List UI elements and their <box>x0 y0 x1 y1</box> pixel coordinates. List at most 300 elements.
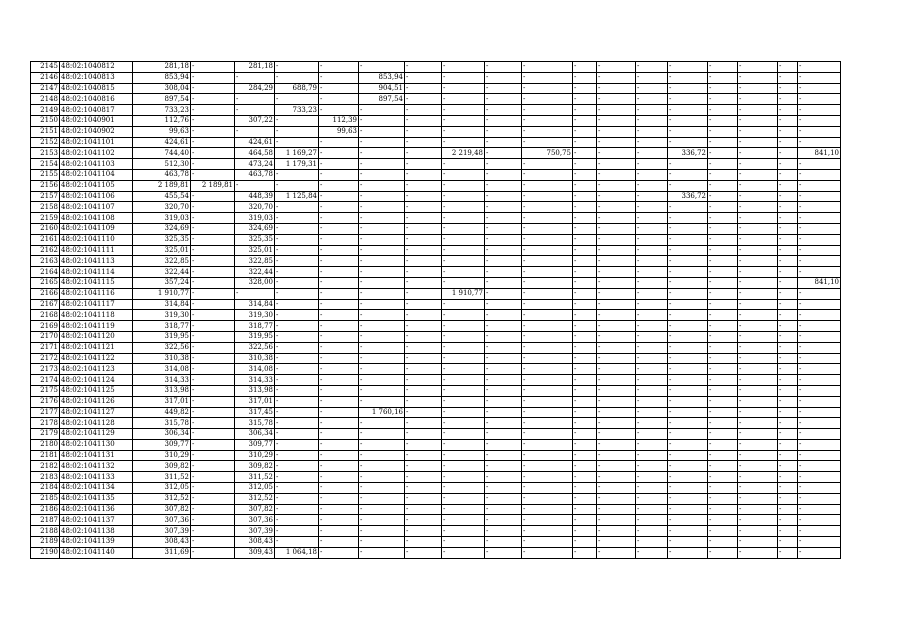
cadastral-number-cell: 48:02:1041114 <box>60 267 133 278</box>
value-cell: 309,77 <box>235 439 275 450</box>
row-number-cell: 2147 <box>31 83 60 94</box>
table-row <box>31 202 841 213</box>
value-cell: - <box>778 83 798 94</box>
value-cell: - <box>442 299 485 310</box>
value-cell: - <box>275 245 319 256</box>
value-cell: - <box>778 115 798 126</box>
value-cell: - <box>275 299 319 310</box>
value-cell: - <box>798 180 841 191</box>
value-cell: - <box>708 321 738 332</box>
value-cell: - <box>573 213 597 224</box>
value-cell: - <box>738 493 778 504</box>
value-cell: - <box>798 353 841 364</box>
value-cell: - <box>573 331 597 342</box>
value-cell: - <box>485 148 522 159</box>
value-cell: - <box>636 375 668 386</box>
cadastral-number-cell: 48:02:1041109 <box>60 223 133 234</box>
value-cell: - <box>485 105 522 116</box>
value-cell: - <box>191 375 235 386</box>
value-cell: 325,01 <box>235 245 275 256</box>
value-cell: - <box>668 450 708 461</box>
value-cell: - <box>319 364 359 375</box>
value-cell: - <box>597 321 636 332</box>
value-cell: 463,78 <box>235 169 275 180</box>
value-cell: - <box>597 353 636 364</box>
value-cell: - <box>191 547 235 558</box>
value-cell: 424,61 <box>133 137 191 148</box>
value-cell: 308,04 <box>133 83 191 94</box>
value-cell: - <box>359 331 405 342</box>
value-cell: - <box>708 483 738 494</box>
value-cell: 904,51 <box>359 83 405 94</box>
value-cell: - <box>442 407 485 418</box>
cadastral-number-cell: 48:02:1041133 <box>60 472 133 483</box>
table-row <box>31 321 841 332</box>
value-cell: 322,85 <box>235 256 275 267</box>
value-cell: - <box>636 72 668 83</box>
table-row <box>31 515 841 526</box>
value-cell: - <box>405 137 442 148</box>
value-cell: - <box>485 62 522 73</box>
row-number-cell: 2181 <box>31 450 60 461</box>
value-cell: - <box>708 213 738 224</box>
value-cell: - <box>778 461 798 472</box>
value-cell: - <box>708 72 738 83</box>
table-row <box>31 234 841 245</box>
value-cell: 308,43 <box>235 537 275 548</box>
value-cell: - <box>636 364 668 375</box>
value-cell: - <box>573 191 597 202</box>
value-cell: - <box>778 277 798 288</box>
value-cell: - <box>359 288 405 299</box>
row-number-cell: 2182 <box>31 461 60 472</box>
value-cell: - <box>522 245 573 256</box>
value-cell: - <box>668 72 708 83</box>
value-cell: - <box>708 526 738 537</box>
value-cell: - <box>405 493 442 504</box>
value-cell: 314,84 <box>133 299 191 310</box>
value-cell: - <box>319 396 359 407</box>
value-cell: - <box>738 169 778 180</box>
value-cell: - <box>798 256 841 267</box>
value-cell: 317,01 <box>133 396 191 407</box>
value-cell: - <box>597 288 636 299</box>
value-cell: - <box>668 364 708 375</box>
value-cell: - <box>798 396 841 407</box>
value-cell: - <box>708 418 738 429</box>
value-cell: - <box>597 245 636 256</box>
cadastral-number-cell: 48:02:1041139 <box>60 537 133 548</box>
value-cell: - <box>191 148 235 159</box>
value-cell: - <box>319 169 359 180</box>
row-number-cell: 2155 <box>31 169 60 180</box>
value-cell: - <box>798 450 841 461</box>
value-cell: - <box>485 299 522 310</box>
table-row <box>31 288 841 299</box>
value-cell: - <box>522 375 573 386</box>
value-cell: - <box>668 180 708 191</box>
row-number-cell: 2178 <box>31 418 60 429</box>
cadastral-number-cell: 48:02:1041119 <box>60 321 133 332</box>
value-cell: 319,95 <box>133 331 191 342</box>
value-cell: 1 910,77 <box>133 288 191 299</box>
value-cell: - <box>798 547 841 558</box>
value-cell: - <box>522 547 573 558</box>
value-cell: - <box>738 115 778 126</box>
value-cell: - <box>778 396 798 407</box>
value-cell: - <box>573 72 597 83</box>
value-cell: - <box>708 353 738 364</box>
value-cell: - <box>319 321 359 332</box>
value-cell: - <box>778 537 798 548</box>
table-row <box>31 137 841 148</box>
value-cell: - <box>798 331 841 342</box>
table-row <box>31 407 841 418</box>
value-cell: 841,10 <box>798 277 841 288</box>
value-cell: - <box>573 245 597 256</box>
value-cell: - <box>636 191 668 202</box>
cadastral-number-cell: 48:02:1041137 <box>60 515 133 526</box>
value-cell: 314,84 <box>235 299 275 310</box>
cadastral-number-cell: 48:02:1041122 <box>60 353 133 364</box>
value-cell: 309,77 <box>133 439 191 450</box>
value-cell: - <box>573 407 597 418</box>
value-cell: - <box>738 396 778 407</box>
value-cell: - <box>191 62 235 73</box>
value-cell: - <box>573 364 597 375</box>
value-cell: - <box>442 169 485 180</box>
value-cell: - <box>319 407 359 418</box>
value-cell: - <box>573 288 597 299</box>
value-cell: - <box>522 256 573 267</box>
value-cell: - <box>319 191 359 202</box>
value-cell: - <box>522 126 573 137</box>
value-cell: - <box>738 483 778 494</box>
value-cell: - <box>522 493 573 504</box>
cadastral-number-cell: 48:02:1041102 <box>60 148 133 159</box>
value-cell: - <box>522 321 573 332</box>
value-cell: - <box>442 547 485 558</box>
value-cell: - <box>738 385 778 396</box>
value-cell: - <box>442 191 485 202</box>
value-cell: - <box>359 483 405 494</box>
value-cell: 315,78 <box>133 418 191 429</box>
value-cell: - <box>485 429 522 440</box>
table-row <box>31 148 841 159</box>
value-cell: - <box>778 299 798 310</box>
value-cell: - <box>708 407 738 418</box>
value-cell: - <box>275 321 319 332</box>
value-cell: - <box>778 148 798 159</box>
value-cell: - <box>522 223 573 234</box>
value-cell: - <box>522 169 573 180</box>
value-cell: - <box>442 277 485 288</box>
row-number-cell: 2189 <box>31 537 60 548</box>
value-cell: 314,33 <box>133 375 191 386</box>
value-cell: - <box>485 94 522 105</box>
row-number-cell: 2171 <box>31 342 60 353</box>
value-cell: - <box>573 310 597 321</box>
value-cell: - <box>668 526 708 537</box>
value-cell: - <box>442 180 485 191</box>
value-cell: - <box>359 504 405 515</box>
value-cell: - <box>597 105 636 116</box>
value-cell: - <box>738 342 778 353</box>
value-cell: - <box>636 62 668 73</box>
value-cell: - <box>597 62 636 73</box>
table-row <box>31 429 841 440</box>
value-cell: - <box>191 504 235 515</box>
table-row <box>31 439 841 450</box>
row-number-cell: 2154 <box>31 159 60 170</box>
value-cell: - <box>778 439 798 450</box>
value-cell: - <box>359 256 405 267</box>
value-cell: - <box>573 493 597 504</box>
cadastral-number-cell: 48:02:1041107 <box>60 202 133 213</box>
value-cell: - <box>738 439 778 450</box>
value-cell: - <box>708 267 738 278</box>
value-cell: - <box>359 126 405 137</box>
value-cell: - <box>597 310 636 321</box>
value-cell: - <box>668 342 708 353</box>
value-cell: - <box>668 256 708 267</box>
value-cell: - <box>708 450 738 461</box>
row-number-cell: 2174 <box>31 375 60 386</box>
value-cell: - <box>275 461 319 472</box>
value-cell: - <box>636 504 668 515</box>
value-cell: - <box>191 472 235 483</box>
value-cell: - <box>191 396 235 407</box>
value-cell: - <box>275 483 319 494</box>
value-cell: - <box>442 418 485 429</box>
table-row <box>31 461 841 472</box>
value-cell: - <box>778 191 798 202</box>
value-cell: - <box>668 375 708 386</box>
value-cell: - <box>319 94 359 105</box>
value-cell: - <box>636 342 668 353</box>
value-cell: - <box>668 299 708 310</box>
value-cell: - <box>738 299 778 310</box>
value-cell: - <box>405 331 442 342</box>
value-cell: - <box>668 439 708 450</box>
value-cell: - <box>405 526 442 537</box>
value-cell: 897,54 <box>359 94 405 105</box>
value-cell: - <box>405 223 442 234</box>
value-cell: - <box>778 547 798 558</box>
value-cell: - <box>798 310 841 321</box>
value-cell: - <box>668 62 708 73</box>
value-cell: 733,23 <box>275 105 319 116</box>
value-cell: - <box>319 450 359 461</box>
value-cell: - <box>778 364 798 375</box>
value-cell: - <box>485 375 522 386</box>
cadastral-number-cell: 48:02:1041138 <box>60 526 133 537</box>
value-cell: - <box>597 115 636 126</box>
value-cell: - <box>636 277 668 288</box>
table-row <box>31 526 841 537</box>
value-cell: 322,56 <box>133 342 191 353</box>
value-cell: - <box>522 72 573 83</box>
table-row <box>31 256 841 267</box>
value-cell: - <box>668 267 708 278</box>
value-cell: - <box>597 461 636 472</box>
value-cell: - <box>319 148 359 159</box>
value-cell: - <box>522 537 573 548</box>
value-cell: - <box>275 364 319 375</box>
cadastral-number-cell: 48:02:1041116 <box>60 288 133 299</box>
value-cell: - <box>778 159 798 170</box>
value-cell: 328,00 <box>235 277 275 288</box>
value-cell: - <box>275 62 319 73</box>
value-cell: - <box>636 180 668 191</box>
value-cell: - <box>668 115 708 126</box>
value-cell: - <box>522 137 573 148</box>
value-cell: - <box>573 385 597 396</box>
value-cell: - <box>359 148 405 159</box>
value-cell: - <box>522 299 573 310</box>
value-cell: - <box>191 267 235 278</box>
value-cell: - <box>597 299 636 310</box>
value-cell: - <box>668 288 708 299</box>
value-cell: - <box>275 213 319 224</box>
value-cell: - <box>668 418 708 429</box>
table-row <box>31 115 841 126</box>
value-cell: - <box>485 72 522 83</box>
value-cell: - <box>319 234 359 245</box>
value-cell: - <box>319 547 359 558</box>
value-cell: - <box>573 547 597 558</box>
table-row <box>31 223 841 234</box>
value-cell: - <box>359 429 405 440</box>
value-cell: - <box>778 245 798 256</box>
cadastral-number-cell: 48:02:1040817 <box>60 105 133 116</box>
value-cell: - <box>359 137 405 148</box>
value-cell: - <box>798 83 841 94</box>
cadastral-number-cell: 48:02:1041120 <box>60 331 133 342</box>
value-cell: 322,44 <box>133 267 191 278</box>
value-cell: 306,34 <box>235 429 275 440</box>
value-cell: - <box>442 213 485 224</box>
value-cell: - <box>636 105 668 116</box>
value-cell: - <box>573 353 597 364</box>
value-cell: - <box>597 180 636 191</box>
value-cell: - <box>668 385 708 396</box>
value-cell: 313,98 <box>133 385 191 396</box>
value-cell: 309,82 <box>133 461 191 472</box>
value-cell: - <box>319 429 359 440</box>
value-cell: - <box>359 439 405 450</box>
value-cell: 310,38 <box>133 353 191 364</box>
value-cell: - <box>778 450 798 461</box>
table-row <box>31 547 841 558</box>
value-cell: 312,52 <box>235 493 275 504</box>
value-cell: - <box>738 213 778 224</box>
value-cell: - <box>798 385 841 396</box>
value-cell: - <box>636 213 668 224</box>
value-cell: - <box>442 450 485 461</box>
value-cell: - <box>359 159 405 170</box>
value-cell: - <box>798 191 841 202</box>
value-cell: - <box>359 461 405 472</box>
cadastral-number-cell: 48:02:1041129 <box>60 429 133 440</box>
value-cell: 311,52 <box>133 472 191 483</box>
value-cell: 1 179,31 <box>275 159 319 170</box>
value-cell: - <box>359 191 405 202</box>
value-cell: - <box>798 223 841 234</box>
value-cell: 315,78 <box>235 418 275 429</box>
value-cell: - <box>275 450 319 461</box>
value-cell: - <box>405 277 442 288</box>
value-cell: 320,70 <box>133 202 191 213</box>
cadastral-number-cell: 48:02:1041128 <box>60 418 133 429</box>
value-cell: 455,54 <box>133 191 191 202</box>
value-cell: - <box>359 537 405 548</box>
value-cell: - <box>597 364 636 375</box>
value-cell: - <box>738 277 778 288</box>
value-cell: - <box>522 310 573 321</box>
value-cell: - <box>708 148 738 159</box>
value-cell: - <box>668 234 708 245</box>
value-cell: - <box>405 537 442 548</box>
value-cell: - <box>442 396 485 407</box>
value-cell: - <box>442 483 485 494</box>
value-cell: - <box>636 472 668 483</box>
row-number-cell: 2172 <box>31 353 60 364</box>
value-cell: - <box>778 105 798 116</box>
value-cell: - <box>522 83 573 94</box>
value-cell: - <box>275 342 319 353</box>
value-cell: - <box>597 256 636 267</box>
value-cell: - <box>485 439 522 450</box>
value-cell: - <box>191 493 235 504</box>
table-row <box>31 375 841 386</box>
cadastral-number-cell: 48:02:1041117 <box>60 299 133 310</box>
value-cell: - <box>275 310 319 321</box>
value-cell: - <box>778 202 798 213</box>
value-cell: - <box>668 493 708 504</box>
value-cell: - <box>319 353 359 364</box>
value-cell: - <box>636 526 668 537</box>
value-cell: - <box>319 256 359 267</box>
cadastral-number-cell: 48:02:1040902 <box>60 126 133 137</box>
value-cell: - <box>573 202 597 213</box>
value-cell: - <box>191 169 235 180</box>
value-cell: - <box>319 288 359 299</box>
value-cell: - <box>522 94 573 105</box>
value-cell: - <box>708 342 738 353</box>
value-cell: - <box>798 418 841 429</box>
value-cell: - <box>798 288 841 299</box>
value-cell: - <box>405 418 442 429</box>
value-cell: - <box>573 461 597 472</box>
row-number-cell: 2149 <box>31 105 60 116</box>
value-cell: - <box>708 169 738 180</box>
value-cell: - <box>738 418 778 429</box>
value-cell: - <box>798 115 841 126</box>
value-cell: - <box>597 450 636 461</box>
value-cell: 112,76 <box>133 115 191 126</box>
value-cell: - <box>636 288 668 299</box>
value-cell: - <box>573 429 597 440</box>
value-cell: 325,35 <box>235 234 275 245</box>
table-row <box>31 267 841 278</box>
value-cell: - <box>597 504 636 515</box>
value-cell: - <box>275 526 319 537</box>
value-cell: - <box>405 547 442 558</box>
value-cell: - <box>708 159 738 170</box>
value-cell: - <box>636 493 668 504</box>
value-cell: - <box>798 439 841 450</box>
